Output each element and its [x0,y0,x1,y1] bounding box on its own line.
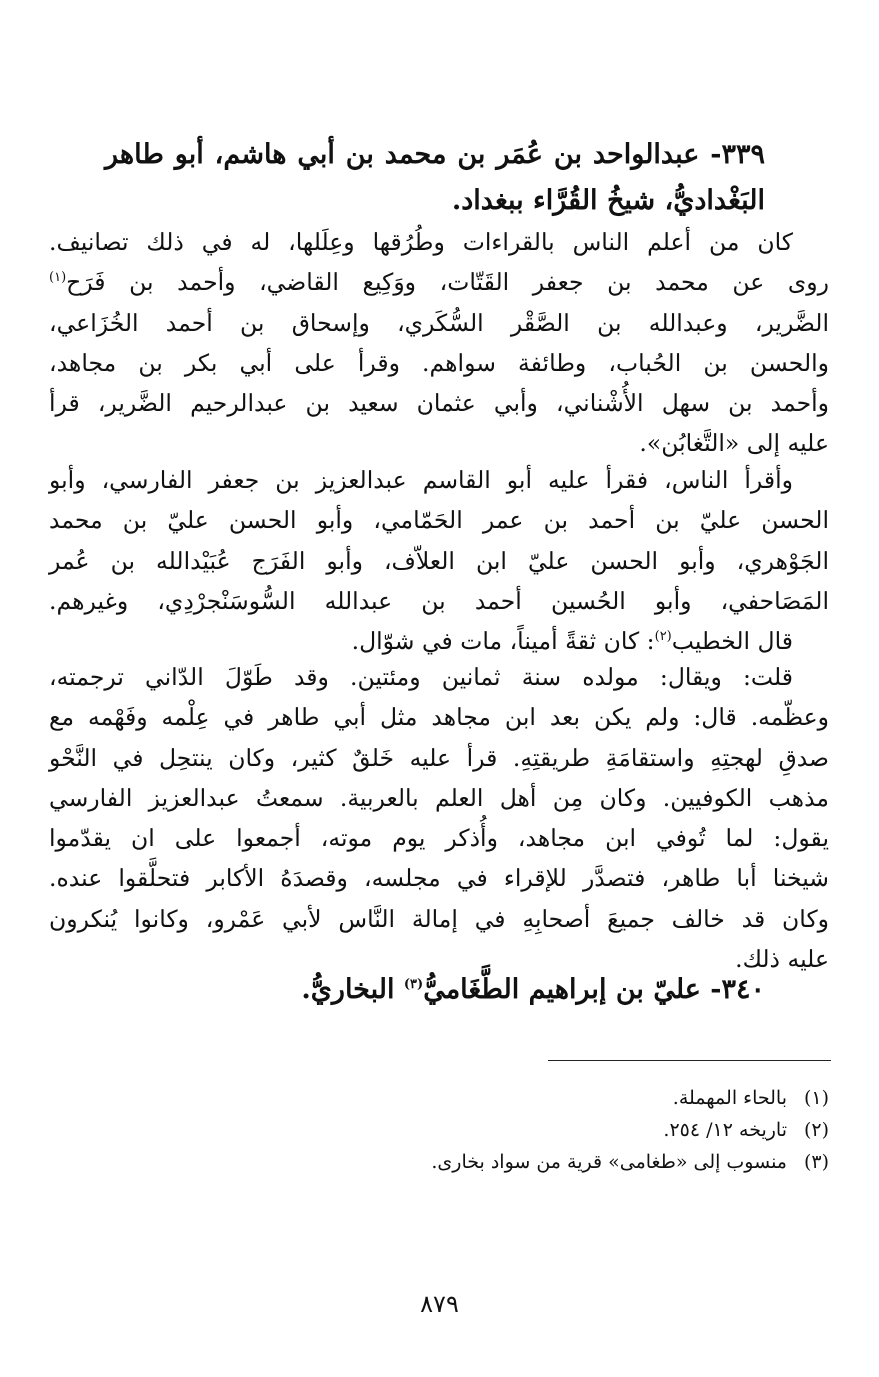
text-line: والحسن بن الحُباب، وطائفة سواهم. وقرأ على أبي بكر بن مجاهد، [49,348,829,377]
text-span: روى عن محمد بن جعفر القَتّات، ووَكِيع القاضي، وأحمد بن فَرَح [66,268,829,297]
footnote-number: (١) [803,1087,829,1109]
entry-heading-339 [105,132,765,224]
footnote [129,1082,829,1114]
paragraph-3 [49,657,829,979]
entry-heading-340 [105,967,765,1013]
text-span: قال الخطيب [671,627,793,656]
text-line: قلت: ويقال: مولده سنة ثمانين ومئتين. وقد طَوّلَ الدّاني ترجمته، [49,663,793,691]
footnote-text: تاريخه ١٢/ ٢٥٤. [663,1119,787,1141]
text-line: وكان قد خالف جميعَ أصحابِهِ في إمالة النَّاس لأبي عَمْرو، وكانوا يُنكرون [49,904,829,933]
heading-span: ٣٤٠- عليّ بن إبراهيم الطَّغَاميُّ [423,974,765,1005]
text-line: مذهب الكوفيين. وكان مِن أهل العلم بالعربية. سمعتُ عبدالعزيز الفارسي [49,783,829,812]
text-line: المَصَاحفي، وأبو الحُسين أحمد بن عبدالله السُّوسَنْجرْدِي، وغيرهم. [49,586,829,615]
footnote-marker: (٣) [403,977,424,992]
heading-line: ٣٣٩- عبدالواحد بن عُمَر بن محمد بن أبي هاشم، أبو طاهر [105,139,765,170]
text-span: : كان ثقةً أميناً، مات في شوّال. [351,627,655,656]
text-line: وأقرأ الناس، فقرأ عليه أبو القاسم عبدالعزيز بن جعفر الفارسي، وأبو [49,466,793,494]
footnotes [129,1082,829,1178]
footnote-text: منسوب إلى «طغامى» قرية من سواد بخارى. [431,1151,787,1173]
footnote [129,1146,829,1178]
heading-line [105,967,765,1013]
heading-span: البخاريُّ. [301,974,404,1005]
text-line: الضَّرير، وعبدالله بن الصَّقْر السُّكَري، وإسحاق بن أحمد الخُزَاعي، [49,308,829,337]
text-line [49,621,829,661]
text-line: صدقِ لهجتِهِ واستقامَةِ طريقتِهِ. قرأ عليه خَلقٌ كثير، وكان ينتحِل في النَّحْو [49,743,829,772]
footnote-number: (٣) [803,1151,829,1173]
paragraph-1 [49,222,829,464]
text-line: يقول: لما تُوفي ابن مجاهد، وأُذكر يوم موته، أجمعوا على ان يقدّموا [49,824,829,853]
text-line: عليه إلى «التَّغابُن». [639,429,829,458]
text-line: الجَوْهري، وأبو الحسن عليّ ابن العلاّف، وأبو الفَرَج عُبَيْدالله بن عُمر [49,546,829,575]
footnote [129,1114,829,1146]
footnote-text: بالحاء المهملة. [672,1087,787,1109]
text-line: وأحمد بن سهل الأُشْناني، وأبي عثمان سعيد بن عبدالرحيم الضَّرير، قرأ [49,389,829,418]
text-line [49,262,829,302]
text-line: عليه ذلك. [735,945,829,974]
text-line: شيخنا أبا طاهر، فتصدَّر للإقراء في مجلسه، وقصدَهُ الأكابر فتحلَّقوا عنده. [49,864,829,893]
footnote-marker: (١) [49,270,67,286]
text-line: وعظّمه. قال: ولم يكن بعد ابن مجاهد مثل أبي طاهر في عِلْمه وفَهْمه مع [49,703,829,732]
footnote-marker: (٢) [654,629,672,645]
text-line: كان من أعلم الناس بالقراءات وطُرُقها وعِلَلها، له في ذلك تصانيف. [49,228,793,256]
paragraph-2 [49,460,829,661]
heading-line: البَغْداديُّ، شيخُ القُرَّاء ببغداد. [451,185,765,216]
footnote-divider [548,1060,831,1061]
text-line: الحسن عليّ بن أحمد بن عمر الحَمّامي، وأبو الحسن عليّ بن محمد [49,506,829,535]
page-number: ٨٧٩ [420,1290,459,1318]
footnote-number: (٢) [803,1119,829,1141]
